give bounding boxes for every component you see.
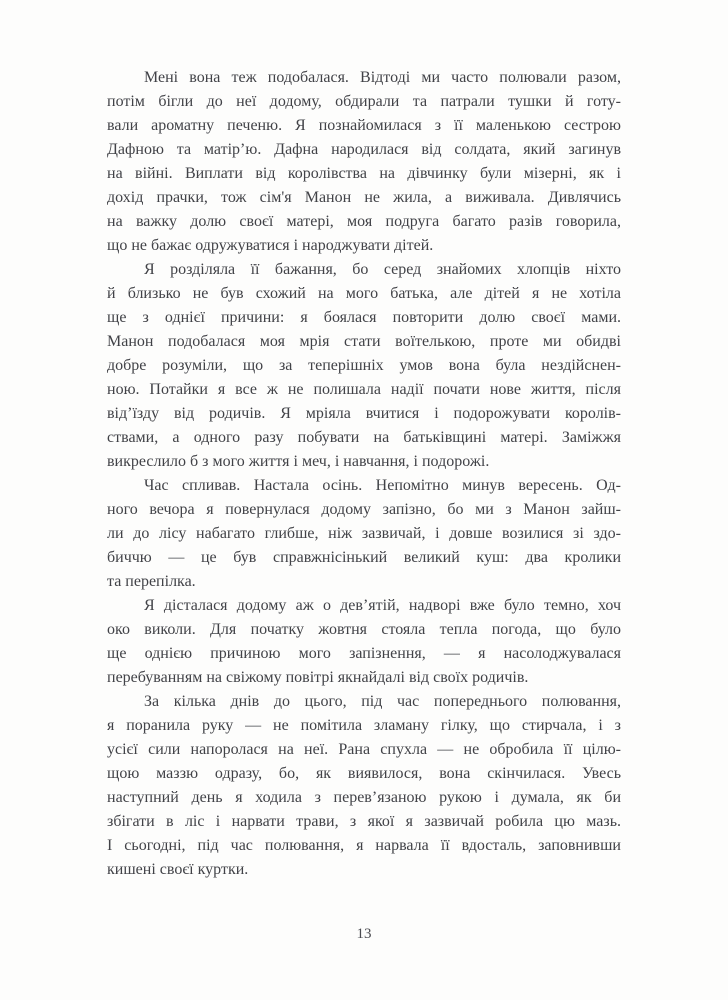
- text-line: й близько не був схожий на мого батька, але дітей я не хотіла: [107, 285, 621, 302]
- text-line: дохід прачки, тож сім'я Манон не жила, а виживала. Дивлячись: [107, 189, 621, 206]
- text-line: збігати в ліс і нарвати трави, з якої я зазвичай робила цю мазь.: [107, 813, 621, 830]
- text-line: ного вечора я повернулася додому запізно, бо ми з Манон зайш-: [107, 501, 621, 518]
- text-line: Дафною та матір’ю. Дафна народилася від солдата, який загинув: [107, 141, 621, 158]
- paragraph: [107, 258, 621, 474]
- text-line: Мені вона теж подобалася. Відтоді ми часто полювали разом,: [144, 69, 621, 86]
- page-number: 13: [356, 926, 372, 942]
- text-line: потім бігли до неї додому, обдирали та патрали тушки й готу-: [107, 93, 621, 110]
- text-line: перебуванням на свіжому повітрі якнайдалі від своїх родичів.: [107, 669, 529, 686]
- text-line: вали ароматну печеню. Я познайомилася з її маленькою сестрою: [107, 117, 621, 134]
- text-line: ли до лісу набагато глибше, ніж зазвичай, і довше возилися зі здо-: [107, 525, 621, 542]
- text-line: Я розділяла її бажання, бо серед знайомих хлопців ніхто: [144, 261, 621, 278]
- text-line: на війні. Виплати від королівства на дівчинку були мізерні, як і: [107, 165, 621, 182]
- page-text: [107, 66, 621, 882]
- text-line: За кілька днів до цього, під час попереднього полювання,: [144, 693, 621, 710]
- text-line: та перепілка.: [107, 573, 196, 590]
- text-line: ще однією причиною мого запізнення, — я насолоджувалася: [107, 645, 621, 662]
- paragraph: [107, 594, 621, 690]
- text-line: ще з однієї причини: я боялася повторити долю своєї мами.: [107, 309, 621, 326]
- text-line: Манон подобалася моя мрія стати воїтелькою, проте ми обидві: [107, 333, 621, 350]
- text-line: що не бажає одружуватися і народжувати дітей.: [107, 237, 434, 254]
- text-line: биччю — це був справжнісінький великий куш: два кролики: [107, 549, 621, 566]
- text-line: від’їзду від родичів. Я мріяла вчитися і подорожувати королів-: [107, 405, 621, 422]
- paragraph: [107, 474, 621, 594]
- text-line: ствами, а одного разу побувати на батьківщині матері. Заміжжя: [107, 429, 621, 446]
- text-line: добре розуміли, що за теперішніх умов вона була нездійснен-: [107, 357, 621, 374]
- text-line: око виколи. Для початку жовтня стояла тепла погода, що було: [107, 621, 621, 638]
- text-line: ною. Потайки я все ж не полишала надії почати нове життя, після: [107, 381, 621, 398]
- paragraph: [107, 66, 621, 258]
- paragraph: [107, 690, 621, 882]
- text-line: викреслило б з мого життя і меч, і навчання, і подорожі.: [107, 453, 490, 470]
- text-line: Я дісталася додому аж о дев’ятій, надворі вже було темно, хоч: [144, 597, 621, 614]
- text-line: щою маззю одразу, бо, як виявилося, вона скінчилася. Увесь: [107, 765, 621, 782]
- text-line: Час спливав. Настала осінь. Непомітно минув вересень. Од-: [144, 477, 621, 494]
- text-line: наступний день я ходила з перев’язаною рукою і думала, як би: [107, 789, 621, 806]
- text-line: я поранила руку — не помітила зламану гілку, що стирчала, і з: [107, 717, 621, 734]
- text-line: на важку долю своєї матері, моя подруга багато разів говорила,: [107, 213, 621, 230]
- text-line: І сьогодні, під час полювання, я нарвала її вдосталь, заповнивши: [107, 837, 621, 854]
- text-line: усієї сили напоролася на неї. Рана спухла — не обробила її цілю-: [107, 741, 621, 758]
- text-line: кишені своєї куртки.: [107, 861, 249, 878]
